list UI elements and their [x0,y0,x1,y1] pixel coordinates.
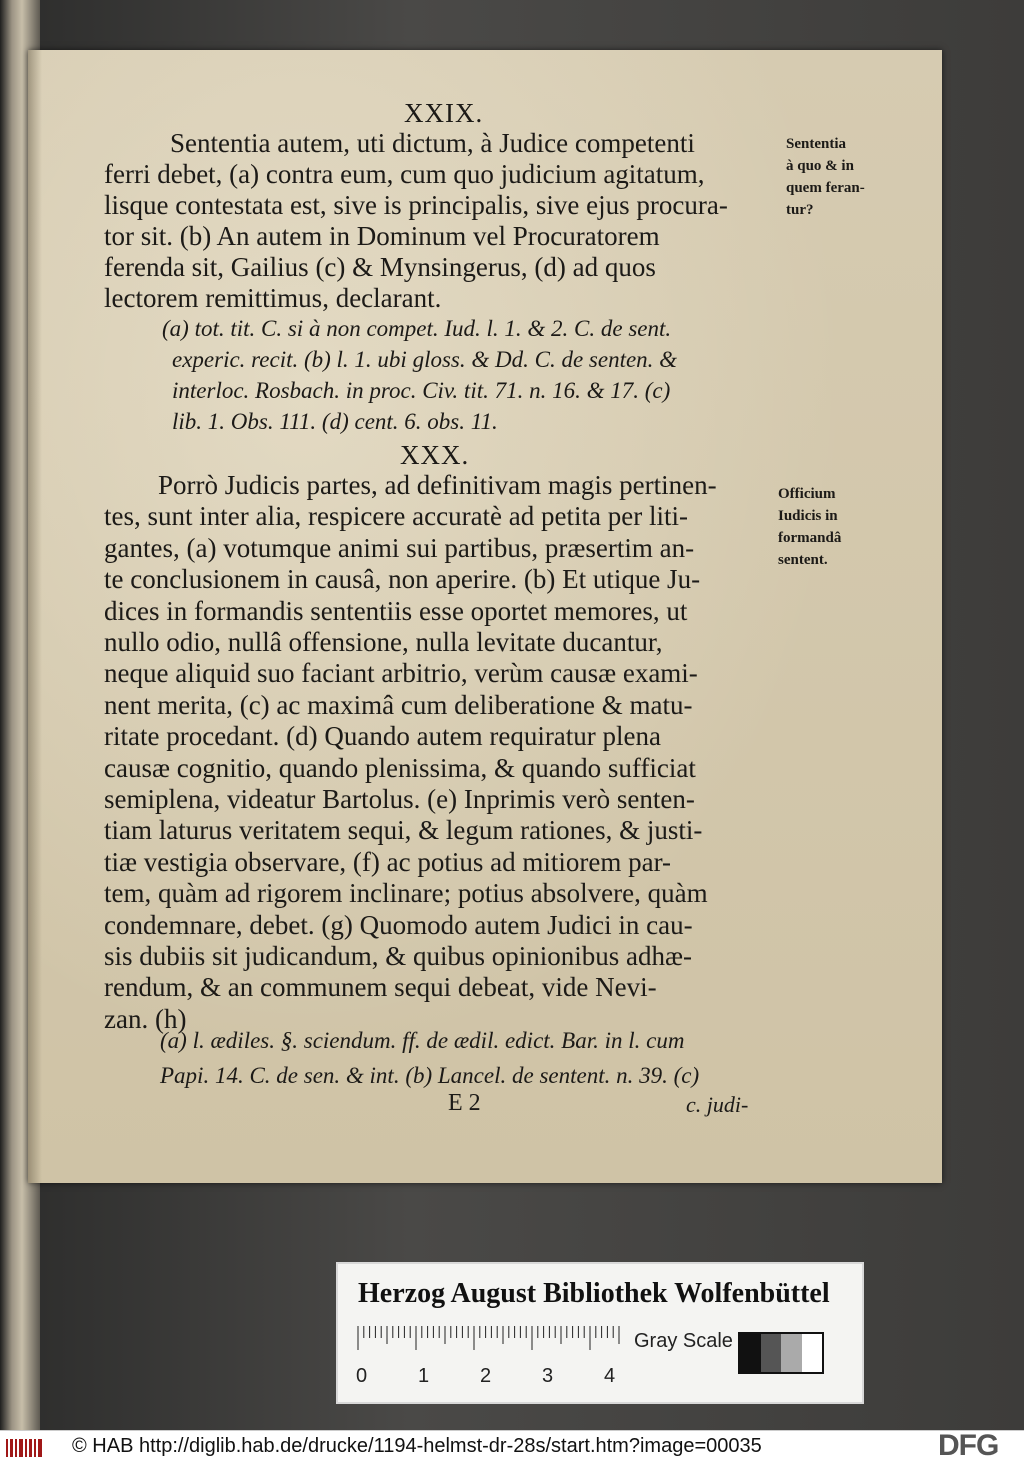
margin-note-line: Officium [778,486,836,502]
ruler-number: 3 [542,1365,554,1387]
footnote-line: experic. recit. (b) l. 1. ubi gloss. & Dd. C. de senten. & [172,347,678,372]
color-calibration-card [336,1262,864,1404]
text-line: rendum, & an communem sequi debeat, vide Nevi- [104,972,657,1003]
text-line: Sententia autem, uti dictum, à Judice competenti [170,128,695,158]
footnote-line: Papi. 14. C. de sen. & int. (b) Lancel. de sentent. n. 39. (c) [160,1063,700,1088]
text-line: nullo odio, nullâ offensione, nulla levitate ducantur, [104,627,663,657]
footnote-line: interloc. Rosbach. in proc. Civ. tit. 71. n. 16. & 17. (c) [172,378,671,403]
footnote-line: (a) tot. tit. C. si à non compet. Iud. l. 1. & 2. C. de sent. [162,316,672,341]
section-heading-xxx: XXX. [400,440,470,470]
text-line: ferri debet, (a) contra eum, cum quo judicium agitatum, [104,159,705,189]
footer-copyright-link[interactable]: © HAB http://diglib.hab.de/drucke/1194-helmst-dr-28s/start.htm?image=00035 [72,1435,762,1457]
ruler-scale [354,1324,624,1390]
text-line: gantes, (a) votumque animi sui partibus, præsertim an- [104,532,695,563]
footnote-line: lib. 1. Obs. 111. (d) cent. 6. obs. 11. [172,409,498,434]
text-line: condemnare, debet. (g) Quomodo autem Judici in cau- [104,909,693,940]
text-line: tiæ vestigia observare, (f) ac potius ad mitiorem par- [104,846,672,877]
swatch-light-gray [781,1334,802,1372]
section-heading-xxix: XXIX. [404,98,484,128]
dfg-logo: DFG [938,1429,999,1462]
page-gutter-shadow [28,50,42,1183]
gray-scale-swatches [738,1332,824,1374]
text-line: semiplena, videatur Bartolus. (e) Inprimis verò senten- [104,784,695,814]
ruler-number: 4 [604,1365,616,1387]
text-line: nent merita, (c) ac maximâ cum deliberatione & matu- [104,689,693,720]
text-line: ritate procedant. (d) Quando autem requiratur plena [104,721,662,752]
footnote-line: (a) l. ædiles. §. sciendum. ff. de ædil. edict. Bar. in l. cum [160,1028,685,1053]
text-line: zan. (h) [104,1003,187,1034]
swatch-dark-gray [761,1334,782,1372]
margin-note-line: quem feran- [786,180,865,196]
text-line: tem, quàm ad rigorem inclinare; potius absolvere, quàm [104,878,708,909]
catchword: c. judi- [686,1092,749,1117]
text-line: lisque contestata est, sive is principalis, sive ejus procura- [104,190,728,220]
text-line: te conclusionem in causâ, non aperire. (b) Et utique Ju- [104,564,701,595]
text-line: sis dubiis sit judicandum, & quibus opinionibus adhæ- [104,941,693,971]
swatch-white [802,1334,823,1372]
card-title: Herzog August Bibliothek Wolfenbüttel [358,1278,830,1309]
signature-mark: E 2 [448,1090,481,1116]
margin-note-line: à quo & in [786,158,854,174]
margin-note-line: Iudicis in [778,508,838,524]
ruler-number: 2 [480,1365,492,1387]
text-line: tiam laturus veritatem sequi, & legum rationes, & justi- [104,815,703,846]
text-line: dices in formandis sententiis esse oportet memores, ut [104,595,688,626]
ruler-number: 1 [418,1365,430,1387]
text-line: tor sit. (b) An autem in Dominum vel Procuratorem [104,221,660,251]
text-line: neque aliquid suo faciant arbitrio, verùm causæ exami- [104,658,698,689]
gray-scale-label: Gray Scale [634,1330,733,1352]
text-line: ferenda sit, Gailius (c) & Mynsingerus, (d) ad quos [104,252,656,282]
footer-bar [0,1430,1024,1465]
margin-note-line: Sententia [786,136,846,152]
swatch-black [740,1334,761,1372]
margin-note-line: formandâ [778,530,842,546]
hab-barcode-icon [6,1437,46,1459]
text-line: Porrò Judicis partes, ad definitivam magis pertinen- [158,470,717,500]
text-line: causæ cognitio, quando plenissima, & quando sufficiat [104,752,696,783]
text-line: lectorem remittimus, declarant. [104,283,442,313]
ruler-number: 0 [356,1365,368,1387]
margin-note-line: sentent. [778,552,828,568]
margin-note-line: tur? [786,202,814,218]
text-line: tes, sunt inter alia, respicere accuratè ad petita per liti- [104,501,688,532]
